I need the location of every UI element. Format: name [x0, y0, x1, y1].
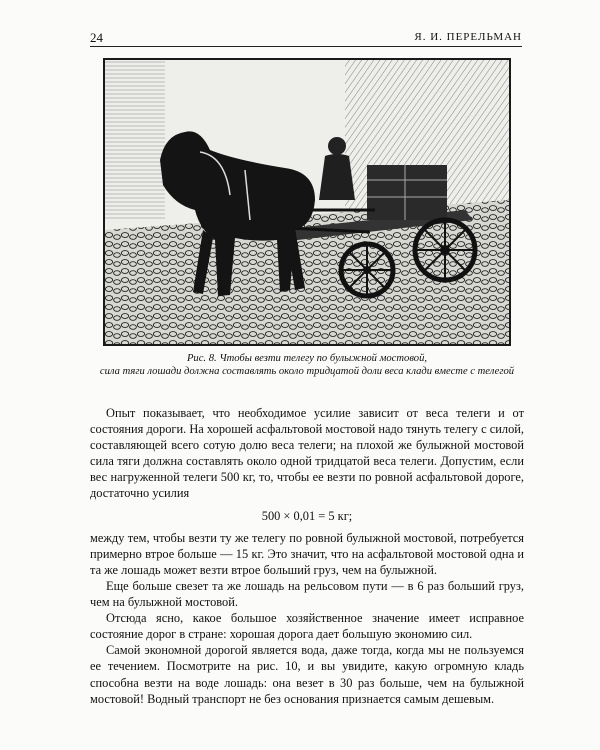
page-header	[90, 30, 522, 47]
formula: 500 × 0,01 = 5 кг;	[261, 508, 353, 523]
figure-horse-cart-illustration	[103, 58, 511, 346]
figure-label: Рис. 8.	[186, 353, 217, 364]
caption-text-1: Чтобы везти телегу по булыжной мостовой,	[219, 353, 428, 364]
wall-shading-left	[105, 60, 165, 220]
rear-wheel	[415, 220, 475, 280]
paragraph-5: Самой экономной дорогой является вода, даже тогда, когда мы не пользуемся ее течением. Посмотрите на рис. 10, и вы увидите, какую огромную кладь способна везти на воде лошадь: она везет в 30 раз больше, чем на булыжной мостовой! Водный транспорт не без основания признается самым дешевым.	[90, 643, 524, 706]
paragraph-2: между тем, чтобы везти ту же телегу по ровной булыжной мостовой, потребуется примерно втрое больше — 15 кг. Это значит, что на асфальтовой мостовой одна и та же лошадь может везти втрое больший груз, чем на булыжной.	[90, 530, 524, 577]
page-number: 24	[90, 30, 103, 45]
front-wheel	[341, 244, 393, 296]
running-head: Я. И. ПЕРЕЛЬМАН	[414, 31, 522, 43]
figure-caption	[92, 352, 522, 378]
paragraph-1: Опыт показывает, что необходимое усилие зависит от веса телеги и от состояния дороги. На хорошей асфальтовой мостовой надо тянуть телегу с силой, составляющей всего сотую долю веса телеги; на плохой же булыжной мостовой сила тяги должна составлять около одной тридцатой веса телеги. Допустим, если вес нагруженной телеги 500 кг, то, чтобы ее везти по ровной асфальтовой дороге, достаточно усилия	[90, 406, 524, 501]
driver-body	[319, 154, 355, 200]
driver-head	[328, 137, 346, 155]
crates-load	[367, 165, 447, 220]
caption-line-1	[92, 352, 522, 365]
horse-cart-drawing	[105, 60, 509, 344]
caption-line-2: сила тяги лошади должна составлять около тридцатой доли веса клади вместе с телегой	[99, 366, 515, 377]
paragraph-4: Отсюда ясно, какое большое хозяйственное значение имеет исправное состояние дорог в стране: хорошая дорога дает большую экономию сил.	[90, 611, 524, 642]
paragraph-3: Еще больше свезет та же лошадь на рельсовом пути — в 6 раз больший груз, чем на булыжной мостовой.	[90, 578, 524, 610]
body-text	[90, 405, 524, 707]
